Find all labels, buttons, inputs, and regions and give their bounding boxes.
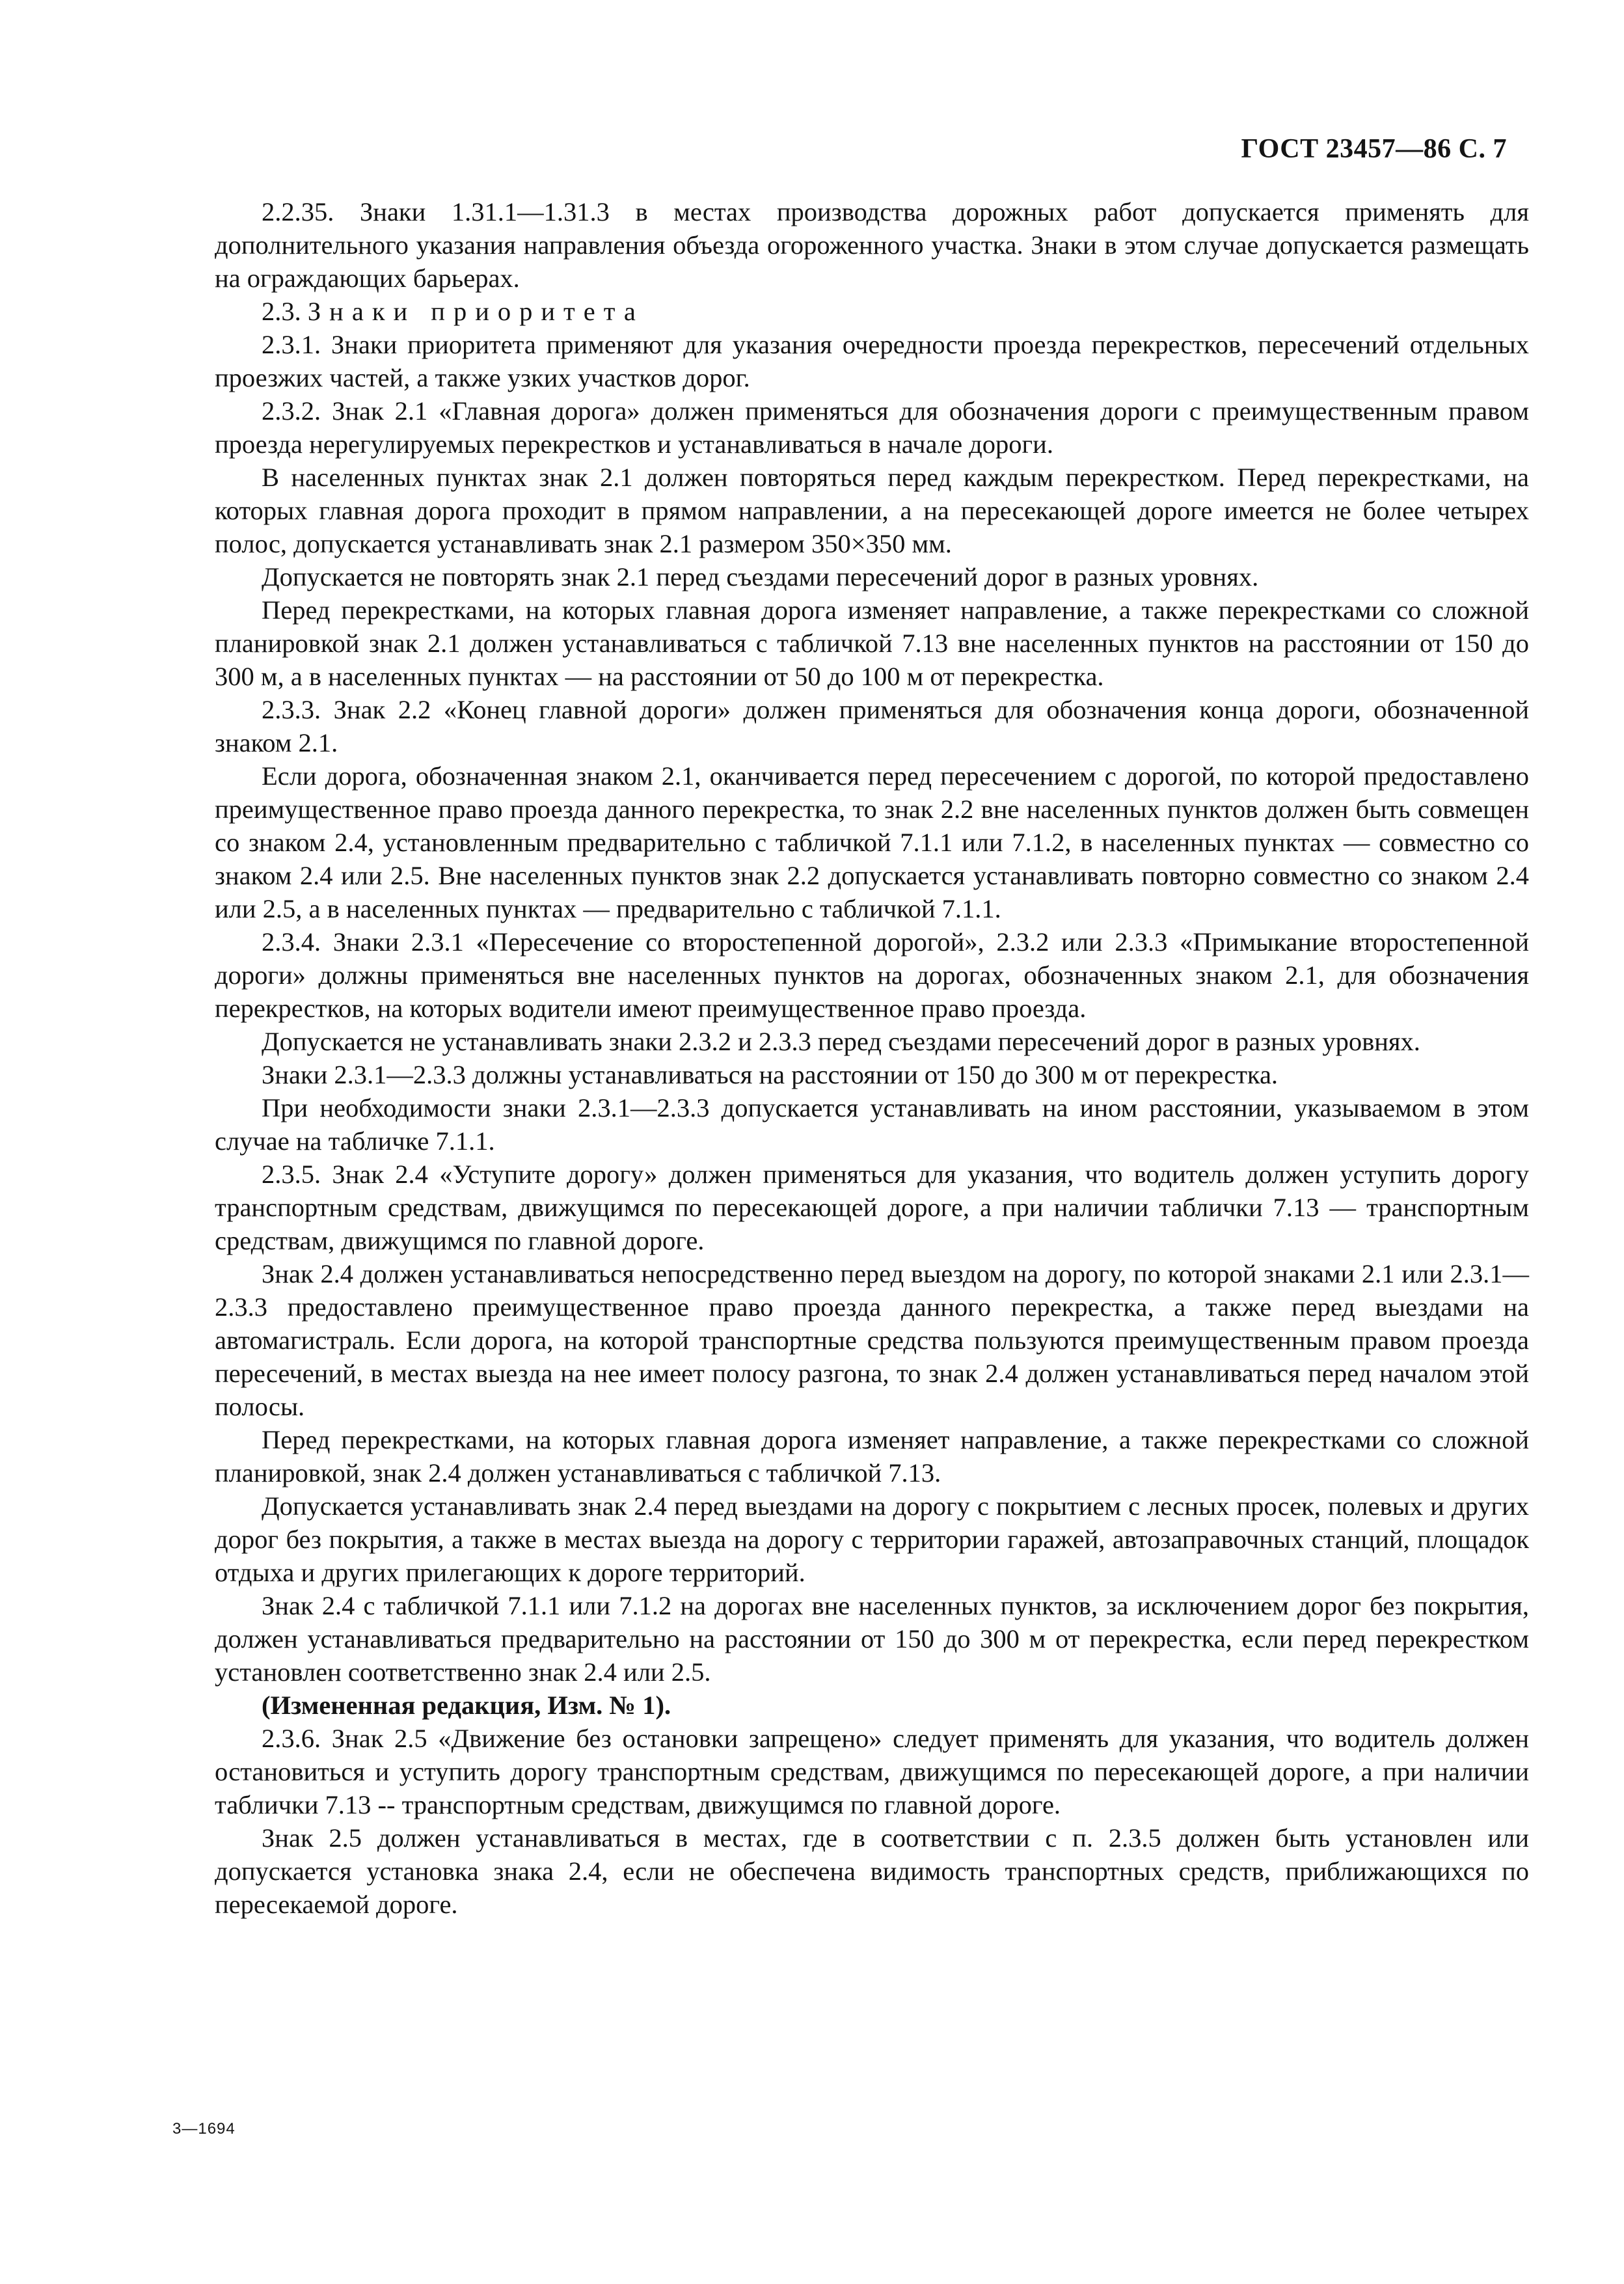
print-run-code: 3—1694	[172, 2120, 236, 2138]
paragraph-2-2-35: 2.2.35. Знаки 1.31.1—1.31.3 в местах производства дорожных работ допускается применять для дополнительного указания направления объезда огороженного участка. Знаки в этом случае допускается размещать на ограждающих барьерах.	[215, 197, 1529, 293]
section-heading-text: Знаки приоритета	[307, 297, 644, 326]
document-body	[215, 195, 1529, 1921]
section-heading	[215, 295, 1529, 328]
paragraph-2-3-6: 2.3.6. Знак 2.5 «Движение без остановки запрещено» следует применять для указания, что водитель должен остановиться и уступить дорогу транспортным средствам, движущимся по пересекающей дороге, а при наличии таблички 7.13 -- транспортным средствам, движущимся по главной дороге.	[215, 1724, 1529, 1819]
paragraph: Знак 2.4 должен устанавливаться непосредственно перед выездом на дорогу, по которой знаками 2.1 или 2.3.1—2.3.3 предоставлено преимущественное право проезда данного перекрестка, а также перед выездами на автомагистраль. Если дорога, на которой транспортные средства пользуются преимущественным правом проезда пересечений, в местах выезда на нее имеет полосу разгона, то знак 2.4 должен устанавливаться перед началом этой полосы.	[215, 1259, 1529, 1421]
paragraph: Перед перекрестками, на которых главная дорога изменяет направление, а также перекрестками со сложной планировкой, знак 2.4 должен устанавливаться с табличкой 7.13.	[215, 1425, 1529, 1488]
paragraph: Если дорога, обозначенная знаком 2.1, оканчивается перед пересечением с дорогой, по которой предоставлено преимущественное право проезда данного перекрестка, то знак 2.2 вне населенных пунктов должен быть совмещен со знаком 2.4, установленным предварительно с табличкой 7.1.1 или 7.1.2, в населенных пунктах — совместно со знаком 2.4 или 2.5. Вне населенных пунктов знак 2.2 допускается устанавливать повторно совместно со знаком 2.4 или 2.5, а в населенных пунктах — предварительно с табличкой 7.1.1.	[215, 761, 1529, 923]
paragraph: Перед перекрестками, на которых главная дорога изменяет направление, а также перекрестками со сложной планировкой знак 2.1 должен устанавливаться с табличкой 7.13 вне населенных пунктов на расстоянии от 150 до 300 м, а в населенных пунктах — на расстоянии от 50 до 100 м от перекрестка.	[215, 595, 1529, 691]
page-header: ГОСТ 23457—86 С. 7	[1241, 134, 1507, 164]
paragraph: Допускается устанавливать знак 2.4 перед выездами на дорогу с покрытием с лесных просек, полевых и других дорог без покрытия, а также в местах выезда на дорогу с территории гаражей, автозаправочных станций, площадок отдыха и других прилегающих к дороге территорий.	[215, 1491, 1529, 1587]
paragraph: Знаки 2.3.1—2.3.3 должны устанавливаться на расстоянии от 150 до 300 м от перекрестка.	[262, 1060, 1279, 1089]
paragraph-2-3-4: 2.3.4. Знаки 2.3.1 «Пересечение со второстепенной дорогой», 2.3.2 или 2.3.3 «Примыкание второстепенной дороги» должны применяться вне населенных пунктов на дорогах, обозначенных знаком 2.1, для обозначения перекрестков, на которых водители имеют преимущественное право проезда.	[215, 927, 1529, 1023]
paragraph-2-3-1: 2.3.1. Знаки приоритета применяют для указания очередности проезда перекрестков, пересечений отдельных проезжих частей, а также узких участков дорог.	[215, 330, 1529, 392]
paragraph-2-3-3: 2.3.3. Знак 2.2 «Конец главной дороги» должен применяться для обозначения конца дороги, обозначенной знаком 2.1.	[215, 695, 1529, 757]
paragraph: Допускается не устанавливать знаки 2.3.2 и 2.3.3 перед съездами пересечений дорог в разных уровнях.	[262, 1027, 1420, 1056]
paragraph: В населенных пунктах знак 2.1 должен повторяться перед каждым перекрестком. Перед перекрестками, на которых главная дорога проходит в прямом направлении, а на пересекающей дороге имеется не более четырех полос, допускается устанавливать знак 2.1 размером 350×350 мм.	[215, 463, 1529, 558]
paragraph: Знак 2.5 должен устанавливаться в местах, где в соответствии с п. 2.3.5 должен быть установлен или допускается установка знака 2.4, если не обеспечена видимость транспортных средств, приближающихся по пересекаемой дороге.	[215, 1823, 1529, 1919]
amendment-note: (Измененная редакция, Изм. № 1).	[262, 1691, 671, 1720]
paragraph-2-3-2: 2.3.2. Знак 2.1 «Главная дорога» должен применяться для обозначения дороги с преимущественным правом проезда нерегулируемых перекрестков и устанавливаться в начале дороги.	[215, 396, 1529, 459]
paragraph: Знак 2.4 с табличкой 7.1.1 или 7.1.2 на дорогах вне населенных пунктов, за исключением дорог без покрытия, должен устанавливаться предварительно на расстоянии от 150 до 300 м от перекрестка, если перед перекрестком установлен соответственно знак 2.4 или 2.5.	[215, 1591, 1529, 1687]
paragraph-2-3-5: 2.3.5. Знак 2.4 «Уступите дорогу» должен применяться для указания, что водитель должен уступить дорогу транспортным средствам, движущимся по пересекающей дороге, а при наличии таблички 7.13 — транспортным средствам, движущимся по главной дороге.	[215, 1160, 1529, 1255]
paragraph: При необходимости знаки 2.3.1—2.3.3 допускается устанавливать на ином расстоянии, указываемом в этом случае на табличке 7.1.1.	[215, 1093, 1529, 1156]
paragraph: Допускается не повторять знак 2.1 перед съездами пересечений дорог в разных уровнях.	[262, 562, 1259, 591]
section-heading-number: 2.3.	[262, 297, 301, 326]
